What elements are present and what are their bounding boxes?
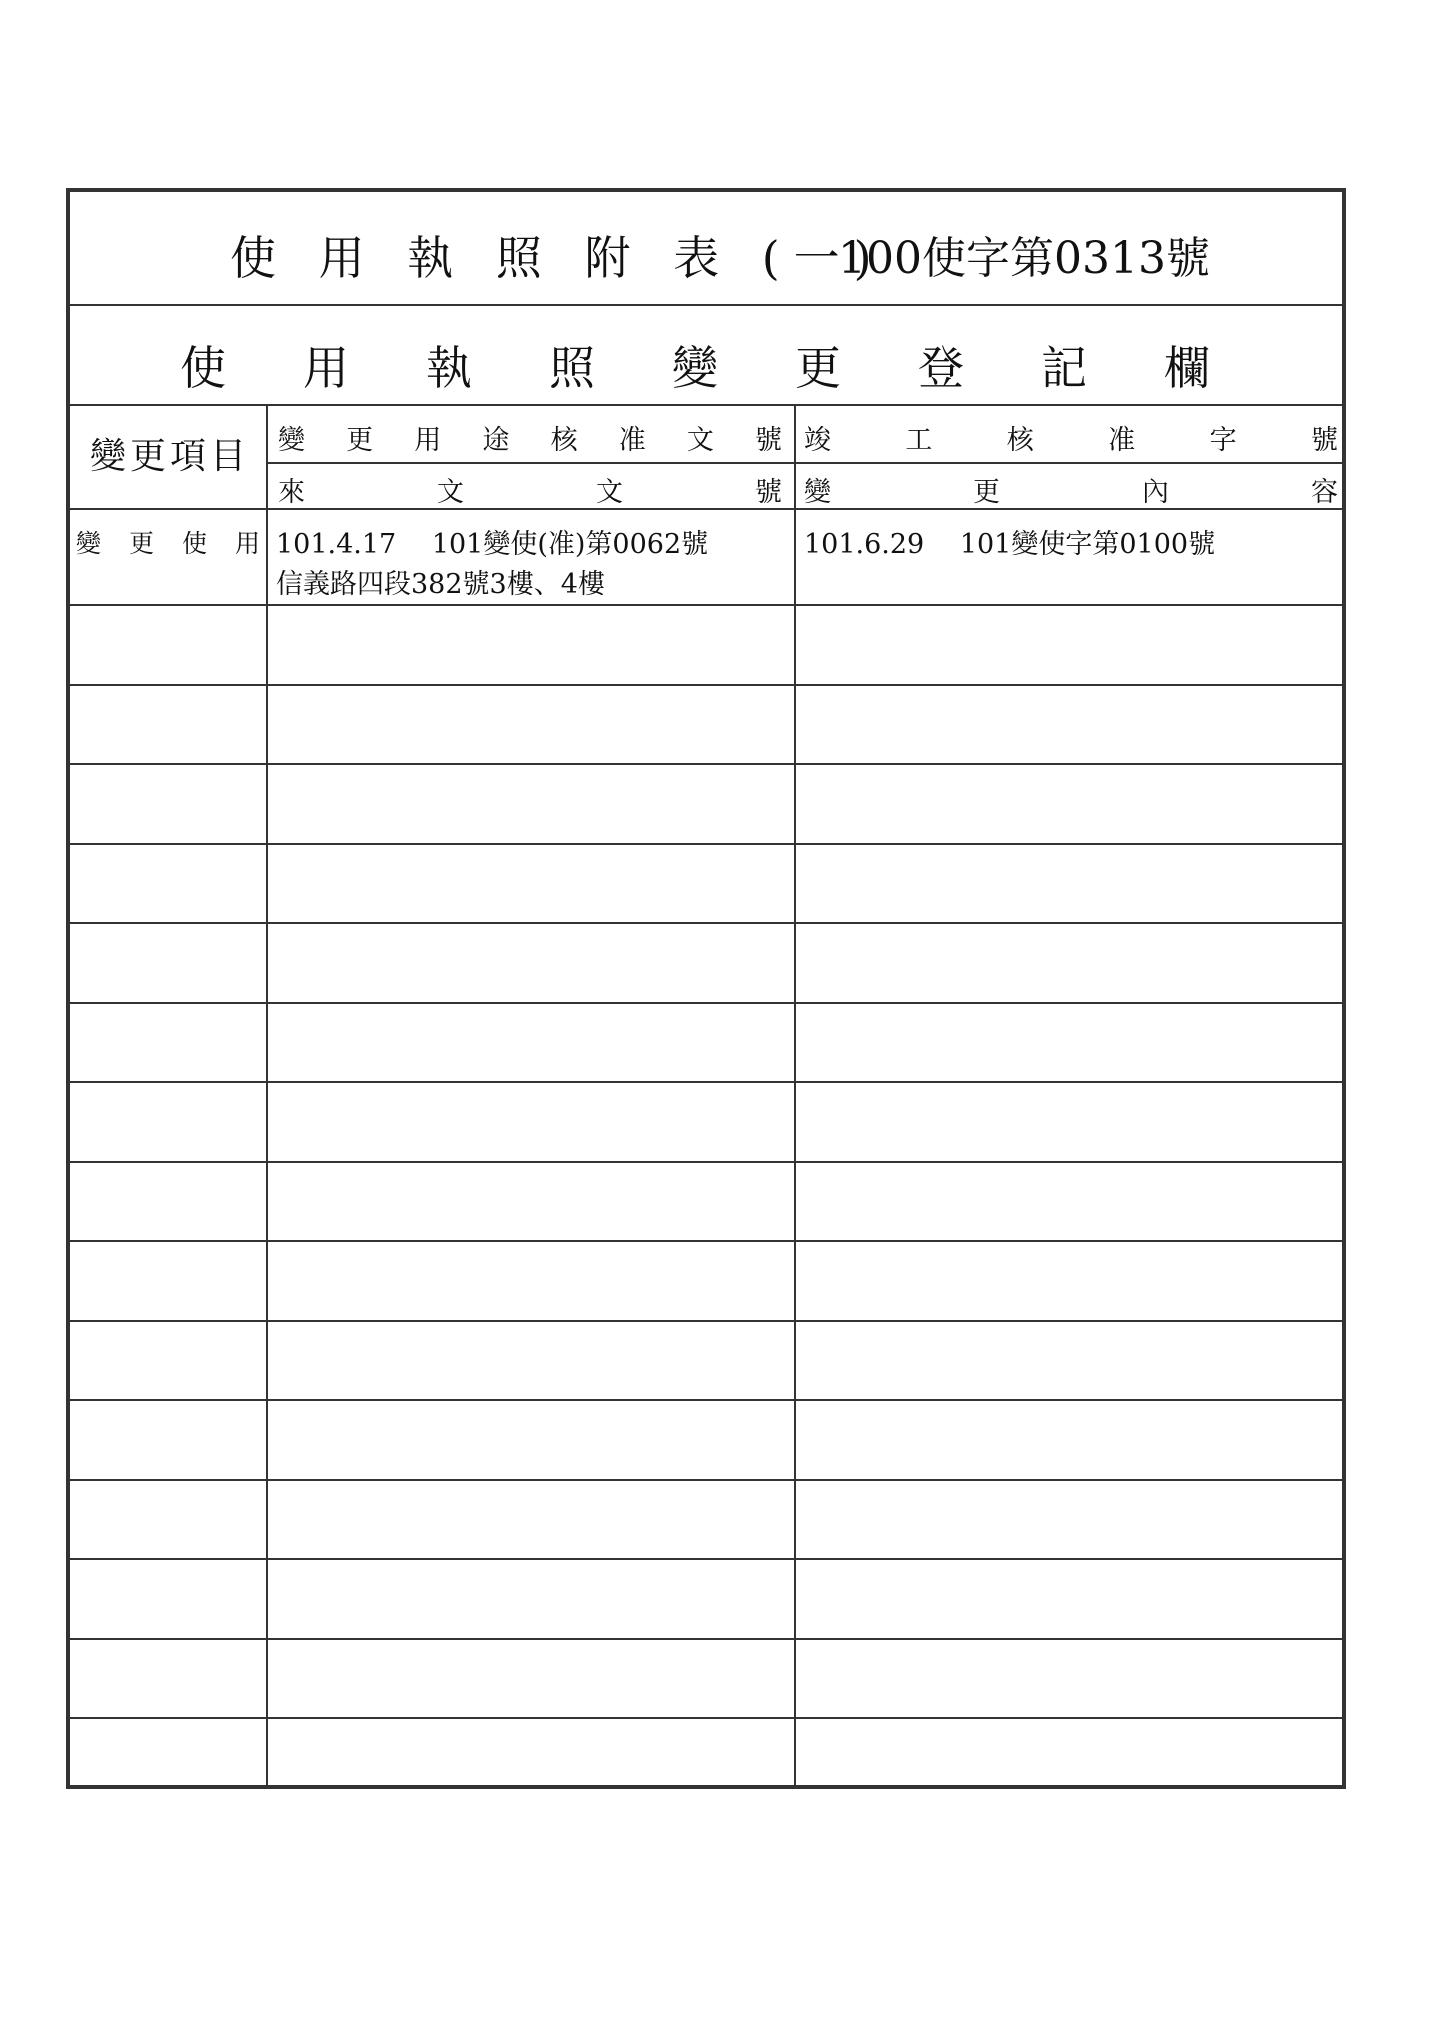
subtitle-char: 執 bbox=[426, 341, 472, 395]
header-char: 內 bbox=[1142, 477, 1169, 508]
table-row-line bbox=[70, 763, 1342, 765]
table-row-line bbox=[70, 1399, 1342, 1401]
header-char: 變 bbox=[278, 425, 305, 456]
header-char: 文 bbox=[686, 425, 714, 456]
header-char: 號 bbox=[755, 477, 782, 508]
header-char: 文 bbox=[437, 477, 464, 508]
table-row-line bbox=[70, 843, 1342, 845]
header-col2-bottom bbox=[278, 470, 782, 509]
header-char: 核 bbox=[550, 425, 578, 456]
row-completion-number: 101.6.29 101變使字第0100號 bbox=[804, 529, 1216, 560]
item-char: 使 bbox=[181, 529, 207, 558]
column-divider bbox=[266, 406, 268, 1785]
header-char: 來 bbox=[278, 477, 305, 508]
header-char: 途 bbox=[482, 425, 510, 456]
header-char: 更 bbox=[346, 425, 374, 456]
table-row-line bbox=[70, 1479, 1342, 1481]
item-char: 用 bbox=[234, 529, 260, 558]
form-frame bbox=[66, 188, 1346, 1789]
row-approval-number: 101.4.17 101變使(准)第0062號 bbox=[276, 529, 709, 560]
table-row-line bbox=[70, 1081, 1342, 1083]
subtitle-char: 用 bbox=[303, 341, 349, 395]
item-char: 更 bbox=[128, 529, 154, 558]
license-number: 100使字第0313號 bbox=[838, 233, 1210, 284]
header-char: 容 bbox=[1311, 477, 1338, 508]
header-col2-top bbox=[278, 418, 782, 457]
subtitle-char: 欄 bbox=[1164, 341, 1210, 395]
row-address: 信義路四段382號3樓、4樓 bbox=[276, 569, 605, 600]
table-row-line bbox=[70, 1717, 1342, 1719]
table-row-line bbox=[70, 1002, 1342, 1004]
subtitle-row bbox=[70, 306, 1342, 406]
table-row-line bbox=[70, 922, 1342, 924]
header-char: 變 bbox=[804, 477, 831, 508]
column-divider bbox=[794, 406, 796, 1785]
table-row-line bbox=[70, 1240, 1342, 1242]
header-char: 核 bbox=[1006, 425, 1034, 456]
subtitle-char: 更 bbox=[795, 341, 841, 395]
subtitle-char: 記 bbox=[1041, 341, 1087, 395]
table-row-line bbox=[70, 1320, 1342, 1322]
subtitle-char: 變 bbox=[672, 341, 718, 395]
header-char: 號 bbox=[1310, 425, 1338, 456]
table-row-line bbox=[70, 1558, 1342, 1560]
header-col3-bottom bbox=[804, 470, 1338, 509]
header-col3-top bbox=[804, 418, 1338, 457]
header-char: 准 bbox=[618, 425, 646, 456]
header-char: 文 bbox=[596, 477, 623, 508]
table-row-line bbox=[70, 684, 1342, 686]
table-row-line bbox=[70, 604, 1342, 606]
subtitle-char: 照 bbox=[549, 341, 595, 395]
header-char: 字 bbox=[1209, 425, 1237, 456]
table-row-line bbox=[70, 1638, 1342, 1640]
header-char: 竣 bbox=[804, 425, 831, 456]
header-char: 准 bbox=[1108, 425, 1136, 456]
header-char: 更 bbox=[973, 477, 1000, 508]
subtitle-char: 使 bbox=[180, 341, 226, 395]
header-char: 號 bbox=[754, 425, 782, 456]
item-char: 變 bbox=[76, 529, 102, 558]
header-char: 用 bbox=[414, 425, 442, 456]
header-item: 變更項目 bbox=[89, 436, 250, 477]
subtitle-char: 登 bbox=[918, 341, 964, 395]
row-item bbox=[76, 524, 260, 560]
form-title: 使 用 執 照 附 表 (一) bbox=[230, 231, 886, 285]
title-row bbox=[70, 192, 1342, 306]
table-row-line bbox=[70, 1161, 1342, 1163]
header-char: 工 bbox=[905, 425, 933, 456]
